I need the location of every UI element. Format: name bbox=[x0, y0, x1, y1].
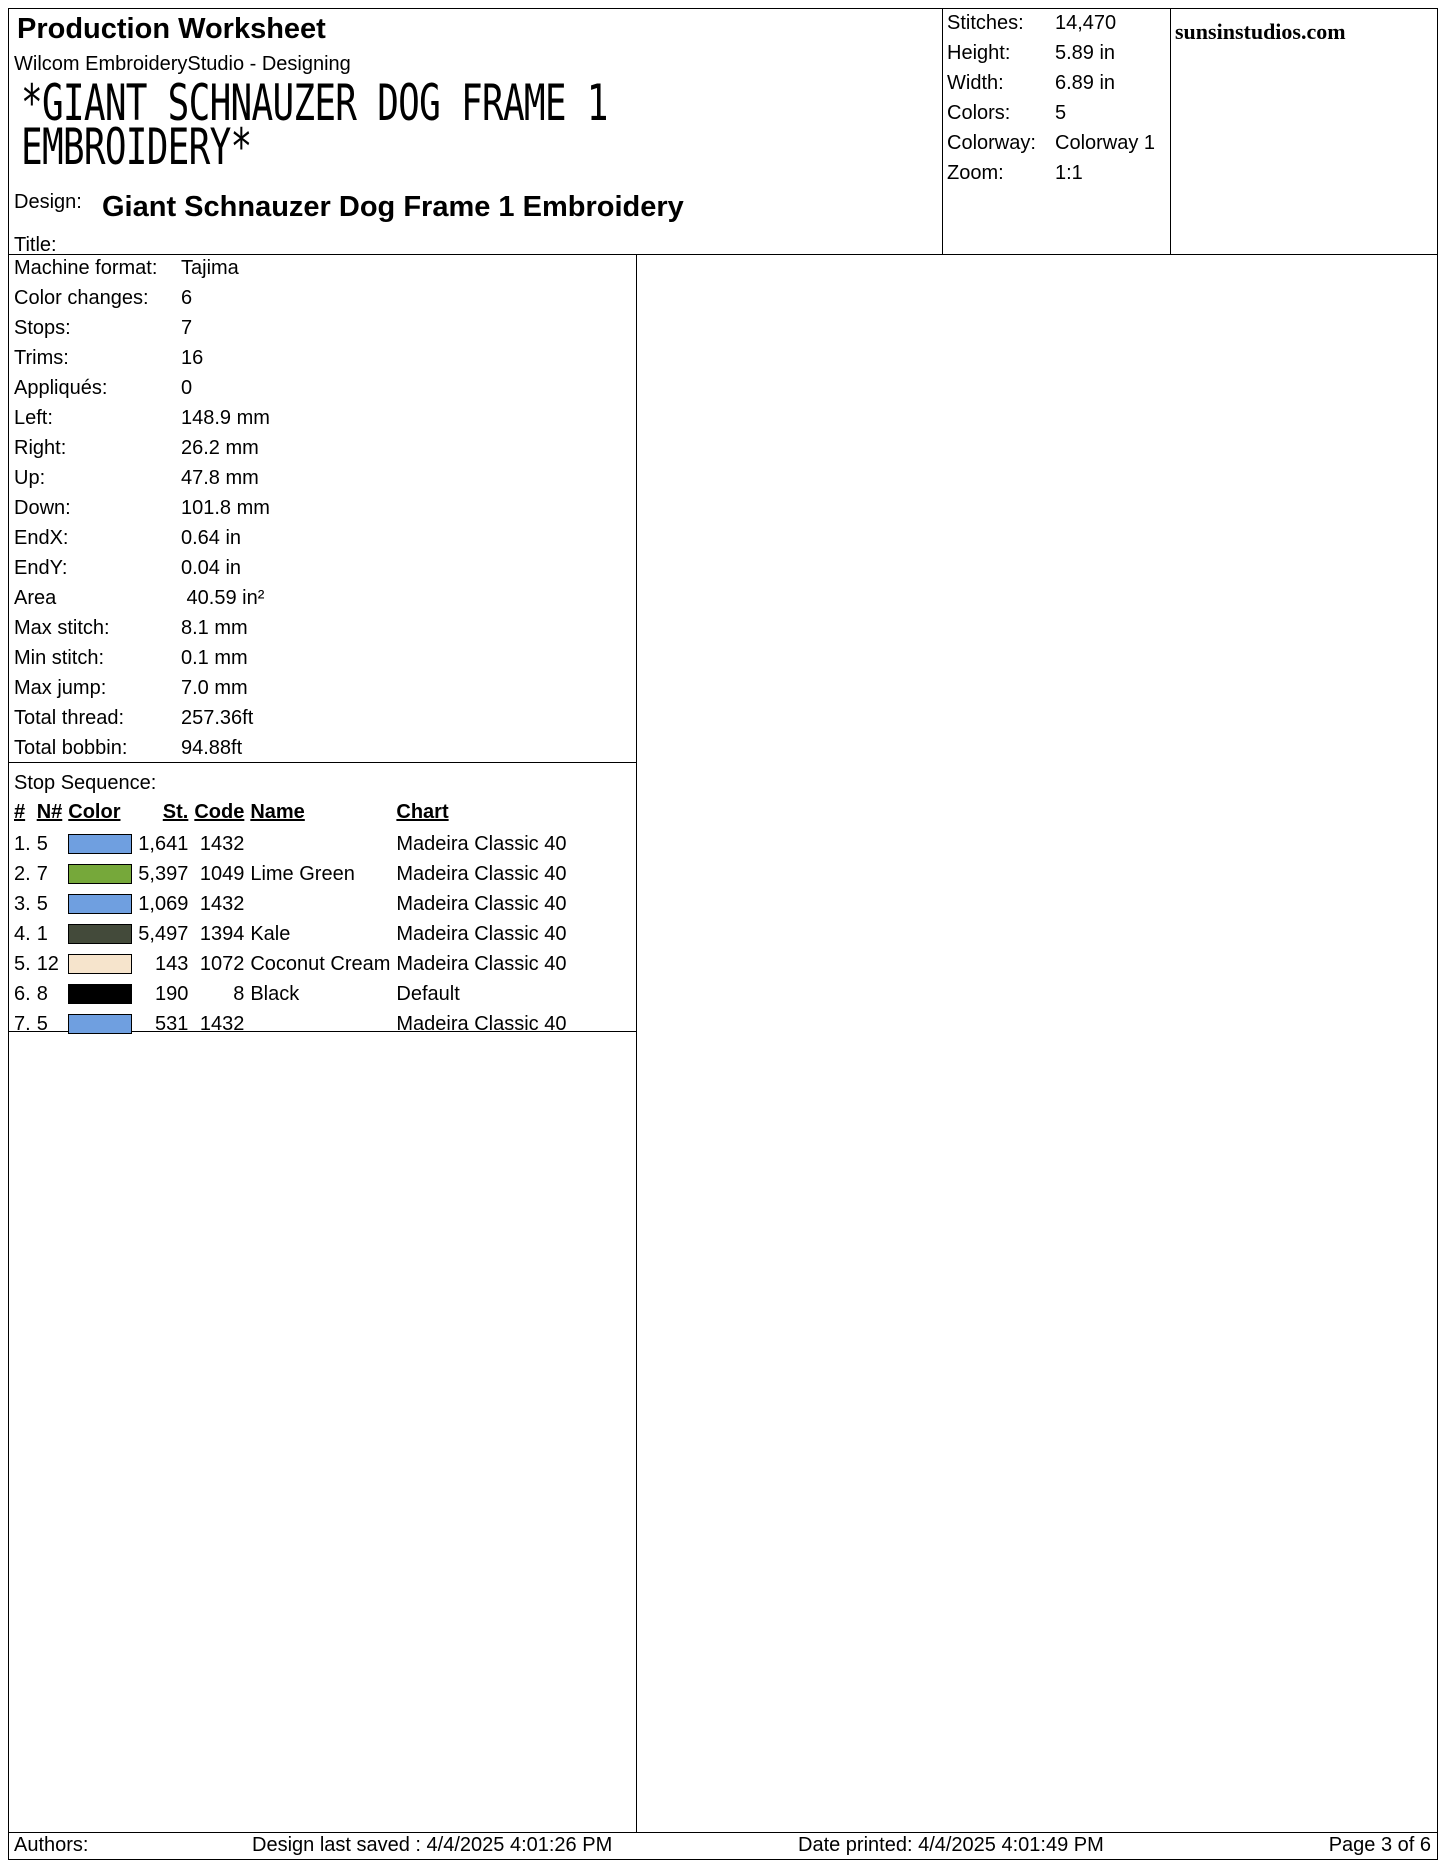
row-num: 6. bbox=[14, 982, 31, 1005]
row-chart: Madeira Classic 40 bbox=[396, 832, 567, 855]
row-color bbox=[66, 949, 136, 979]
spec-value-total-thread: 257.36ft bbox=[181, 707, 254, 729]
row-code: 1432 bbox=[199, 892, 245, 915]
footer-date-printed: Date printed: 4/4/2025 4:01:49 PM bbox=[798, 1834, 1104, 1856]
design-filename-line-1: *GIANT SCHNAUZER DOG FRAME 1 bbox=[21, 74, 608, 132]
row-stitches: 5,497 bbox=[138, 922, 189, 945]
design-name: Giant Schnauzer Dog Frame 1 Embroidery bbox=[102, 191, 684, 223]
row-name bbox=[248, 829, 394, 859]
col-header-stitches: St. bbox=[162, 801, 189, 823]
col-header-code: Code bbox=[194, 801, 245, 823]
spec-value-endy: 0.04 in bbox=[181, 557, 242, 579]
spec-value-right: 26.2 mm bbox=[181, 437, 259, 459]
spec-value-machine-format: Tajima bbox=[181, 257, 239, 279]
summary-label-stitches: Stitches: bbox=[947, 12, 1024, 34]
summary-label-colorway: Colorway: bbox=[947, 132, 1036, 154]
spec-value-down: 101.8 mm bbox=[181, 497, 270, 519]
row-stitches: 143 bbox=[154, 952, 189, 975]
row-num: 1. bbox=[14, 832, 31, 855]
spec-label-min-stitch: Min stitch: bbox=[14, 647, 105, 669]
row-chart: Madeira Classic 40 bbox=[396, 1012, 567, 1035]
spec-value-min-stitch: 0.1 mm bbox=[181, 647, 248, 669]
spec-value-area: 40.59 in² bbox=[181, 587, 265, 609]
spec-label-down: Down: bbox=[14, 497, 71, 519]
spec-label-max-jump: Max jump: bbox=[14, 677, 107, 699]
summary-label-width: Width: bbox=[947, 72, 1004, 94]
spec-label-endx: EndX: bbox=[14, 527, 69, 549]
summary-label-zoom: Zoom: bbox=[947, 162, 1004, 184]
col-header-color: Color bbox=[68, 801, 121, 823]
spec-value-endx: 0.64 in bbox=[181, 527, 242, 549]
row-color bbox=[66, 979, 136, 1009]
website-label: sunsinstudios.com bbox=[1175, 19, 1346, 44]
design-filename bbox=[21, 74, 741, 176]
column-divider bbox=[636, 254, 637, 1832]
spec-value-max-jump: 7.0 mm bbox=[181, 677, 248, 699]
spec-value-max-stitch: 8.1 mm bbox=[181, 617, 248, 639]
spec-value-color-changes: 6 bbox=[181, 287, 193, 309]
color-swatch bbox=[68, 924, 132, 944]
color-swatch bbox=[68, 954, 132, 974]
row-code: 1432 bbox=[199, 832, 245, 855]
col-header-num: # bbox=[14, 801, 26, 823]
summary-label-colors: Colors: bbox=[947, 102, 1011, 124]
summary-value-height: 5.89 in bbox=[1055, 42, 1116, 64]
table-row bbox=[12, 949, 570, 979]
row-code: 8 bbox=[233, 982, 245, 1005]
summary-label-height: Height: bbox=[947, 42, 1011, 64]
spec-value-left: 148.9 mm bbox=[181, 407, 270, 429]
row-name: Black bbox=[250, 982, 300, 1005]
specs-bottom-line bbox=[9, 762, 636, 763]
spec-label-stops: Stops: bbox=[14, 317, 71, 339]
table-header-row bbox=[12, 801, 570, 829]
row-stitches: 1,069 bbox=[138, 892, 189, 915]
spec-label-appliques: Appliqués: bbox=[14, 377, 108, 399]
row-stitches: 5,397 bbox=[138, 862, 189, 885]
header-divider-1 bbox=[942, 9, 943, 254]
spec-label-total-bobbin: Total bobbin: bbox=[14, 737, 128, 759]
row-needle: 5 bbox=[36, 1012, 48, 1035]
summary-value-colorway: Colorway 1 bbox=[1055, 132, 1156, 154]
worksheet-frame bbox=[8, 8, 1438, 1860]
color-swatch bbox=[68, 834, 132, 854]
row-chart: Madeira Classic 40 bbox=[396, 862, 567, 885]
spec-value-trims: 16 bbox=[181, 347, 204, 369]
spec-label-left: Left: bbox=[14, 407, 53, 429]
row-num: 2. bbox=[14, 862, 31, 885]
app-name: Wilcom EmbroideryStudio - Designing bbox=[14, 53, 351, 75]
spec-value-up: 47.8 mm bbox=[181, 467, 259, 489]
row-code: 1394 bbox=[199, 922, 245, 945]
row-code: 1049 bbox=[199, 862, 245, 885]
table-row bbox=[12, 859, 570, 889]
row-name bbox=[248, 1009, 394, 1039]
summary-value-zoom: 1:1 bbox=[1055, 162, 1083, 184]
color-swatch bbox=[68, 984, 132, 1004]
footer-authors: Authors: bbox=[14, 1834, 89, 1856]
row-color bbox=[66, 829, 136, 859]
row-color bbox=[66, 859, 136, 889]
design-filename-line-2: EMBROIDERY* bbox=[21, 118, 252, 176]
table-row bbox=[12, 979, 570, 1009]
row-chart: Madeira Classic 40 bbox=[396, 892, 567, 915]
row-code: 1072 bbox=[199, 952, 245, 975]
row-color bbox=[66, 889, 136, 919]
row-num: 7. bbox=[14, 1012, 31, 1035]
spec-label-trims: Trims: bbox=[14, 347, 69, 369]
summary-value-colors: 5 bbox=[1055, 102, 1067, 124]
footer-last-saved: Design last saved : 4/4/2025 4:01:26 PM bbox=[252, 1834, 613, 1856]
spec-label-right: Right: bbox=[14, 437, 67, 459]
footer-top-line bbox=[9, 1832, 1437, 1833]
row-name bbox=[248, 889, 394, 919]
table-row bbox=[12, 1009, 570, 1039]
spec-label-max-stitch: Max stitch: bbox=[14, 617, 110, 639]
table-row bbox=[12, 829, 570, 859]
row-needle: 8 bbox=[36, 982, 48, 1005]
header-bottom-line bbox=[9, 254, 1437, 255]
footer-page-number: Page 3 of 6 bbox=[1328, 1834, 1431, 1856]
row-stitches: 1,641 bbox=[138, 832, 189, 855]
page-title: Production Worksheet bbox=[17, 13, 326, 45]
col-header-chart: Chart bbox=[396, 801, 449, 823]
row-name: Lime Green bbox=[250, 862, 355, 885]
stop-sequence-table bbox=[12, 801, 570, 1039]
row-chart: Default bbox=[396, 982, 460, 1005]
row-stitches: 531 bbox=[154, 1012, 189, 1035]
summary-value-stitches: 14,470 bbox=[1055, 12, 1117, 34]
color-swatch bbox=[68, 1014, 132, 1034]
spec-label-endy: EndY: bbox=[14, 557, 68, 579]
row-num: 5. bbox=[14, 952, 31, 975]
row-num: 4. bbox=[14, 922, 31, 945]
row-needle: 5 bbox=[36, 892, 48, 915]
row-needle: 7 bbox=[36, 862, 48, 885]
color-swatch bbox=[68, 894, 132, 914]
table-row bbox=[12, 919, 570, 949]
row-chart: Madeira Classic 40 bbox=[396, 952, 567, 975]
header-divider-2 bbox=[1170, 9, 1171, 254]
row-num: 3. bbox=[14, 892, 31, 915]
col-header-name: Name bbox=[250, 801, 305, 823]
row-needle: 5 bbox=[36, 832, 48, 855]
row-name: Kale bbox=[250, 922, 291, 945]
row-stitches: 190 bbox=[154, 982, 189, 1005]
spec-value-appliques: 0 bbox=[181, 377, 193, 399]
spec-label-color-changes: Color changes: bbox=[14, 287, 149, 309]
spec-label-machine-format: Machine format: bbox=[14, 257, 158, 279]
stop-sequence-title: Stop Sequence: bbox=[14, 772, 157, 794]
row-needle: 1 bbox=[36, 922, 48, 945]
title-label: Title: bbox=[14, 234, 57, 256]
row-name: Coconut Cream bbox=[250, 952, 391, 975]
row-code: 1432 bbox=[199, 1012, 245, 1035]
spec-label-area: Area bbox=[14, 587, 57, 609]
col-header-needle: N# bbox=[36, 801, 63, 823]
design-label: Design: bbox=[14, 191, 82, 213]
spec-value-stops: 7 bbox=[181, 317, 193, 339]
row-color bbox=[66, 1009, 136, 1039]
table-row bbox=[12, 889, 570, 919]
row-chart: Madeira Classic 40 bbox=[396, 922, 567, 945]
spec-value-total-bobbin: 94.88ft bbox=[181, 737, 243, 759]
spec-label-up: Up: bbox=[14, 467, 46, 489]
spec-label-total-thread: Total thread: bbox=[14, 707, 125, 729]
summary-value-width: 6.89 in bbox=[1055, 72, 1116, 94]
color-swatch bbox=[68, 864, 132, 884]
row-needle: 12 bbox=[36, 952, 59, 975]
row-color bbox=[66, 919, 136, 949]
